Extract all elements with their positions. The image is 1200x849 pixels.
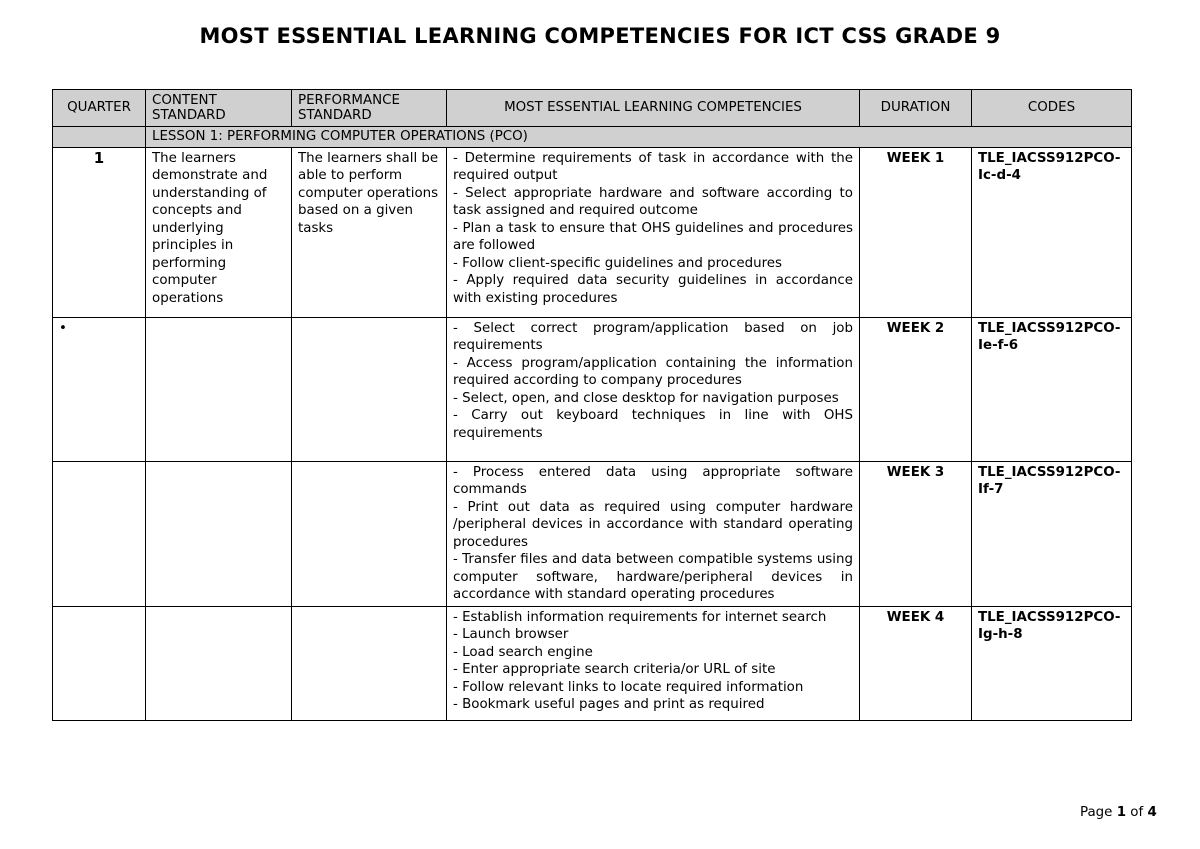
- content-standard-cell: [146, 606, 292, 720]
- header-competencies: MOST ESSENTIAL LEARNING COMPETENCIES: [447, 90, 860, 127]
- competency-item: - Transfer files and data between compatible systems using computer software, hardware/peripheral devices in accordance with standard operating procedures: [453, 552, 853, 602]
- page-title: MOST ESSENTIAL LEARNING COMPETENCIES FOR ICT CSS GRADE 9: [199, 24, 1001, 48]
- header-duration: DURATION: [860, 90, 972, 127]
- quarter-cell: [53, 461, 146, 606]
- competency-item: - Launch browser: [453, 627, 569, 642]
- table-row: [53, 317, 1132, 461]
- lesson-row: [53, 127, 1132, 148]
- bullet-cell: •: [53, 317, 146, 461]
- code-cell: TLE_IACSS912PCO-If-7: [972, 461, 1132, 606]
- content-standard-cell: [146, 461, 292, 606]
- competency-item: - Select correct program/application based on job requirements: [453, 320, 853, 353]
- quarter-cell: [53, 606, 146, 720]
- of-label: of: [1130, 805, 1144, 820]
- header-codes: CODES: [972, 90, 1132, 127]
- competency-item: - Enter appropriate search criteria/or URL of site: [453, 662, 776, 677]
- duration-cell: WEEK 4: [860, 606, 972, 720]
- table-row: [53, 461, 1132, 606]
- performance-standard-cell: [292, 606, 447, 720]
- lesson-spacer-cell: [53, 127, 146, 148]
- quarter-cell: 1: [53, 147, 146, 317]
- header-performance-standard: PERFORMANCE STANDARD: [292, 90, 447, 127]
- code-cell: TLE_IACSS912PCO-Ie-f-6: [972, 317, 1132, 461]
- competencies-cell: [447, 606, 860, 720]
- competency-item: - Load search engine: [453, 644, 593, 660]
- duration-cell: WEEK 2: [860, 317, 972, 461]
- performance-standard-cell: The learners shall be able to perform computer operations based on a given tasks: [292, 147, 447, 317]
- competency-item: - Follow relevant links to locate required information: [453, 679, 804, 695]
- competency-item: - Follow client-specific guidelines and procedures: [453, 255, 783, 271]
- competency-item: - Select, open, and close desktop for navigation purposes: [453, 390, 839, 406]
- competencies-cell: [447, 461, 860, 606]
- page-current: 1: [1116, 805, 1127, 820]
- performance-standard-cell: [292, 317, 447, 461]
- header-quarter: QUARTER: [53, 90, 146, 127]
- table-header-row: [53, 90, 1132, 127]
- header-content-standard: CONTENT STANDARD: [146, 90, 292, 127]
- content-standard-cell: The learners demonstrate and understanding of concepts and underlying principles in performing computer operations: [146, 147, 292, 317]
- performance-standard-cell: [292, 461, 447, 606]
- table-row: [53, 606, 1132, 720]
- competency-item: - Print out data as required using computer hardware /peripheral devices in accordance with standard operating procedures: [453, 499, 853, 550]
- competency-item: - Plan a task to ensure that OHS guidelines and procedures are followed: [453, 220, 853, 253]
- competency-item: - Apply required data security guidelines in accordance with existing procedures: [453, 273, 853, 306]
- competencies-cell: [447, 317, 860, 461]
- competency-item: - Establish information requirements for internet search: [453, 609, 827, 625]
- competencies-cell: [447, 147, 860, 317]
- page-total: 4: [1147, 805, 1157, 820]
- code-cell: TLE_IACSS912PCO-Ig-h-8: [972, 606, 1132, 720]
- competency-item: - Determine requirements of task in accordance with the required output: [453, 150, 853, 183]
- table-row: [53, 147, 1132, 317]
- competency-item: - Select appropriate hardware and software according to task assigned and required outcome: [453, 185, 853, 218]
- duration-cell: WEEK 3: [860, 461, 972, 606]
- competency-item: - Process entered data using appropriate software commands: [453, 464, 853, 497]
- competency-item: - Carry out keyboard techniques in line with OHS requirements: [453, 408, 853, 441]
- competencies-table: [52, 89, 1132, 721]
- lesson-title: LESSON 1: PERFORMING COMPUTER OPERATIONS (PCO): [146, 127, 1132, 148]
- competency-item: - Access program/application containing the information required according to company procedures: [453, 355, 853, 388]
- page-footer: [1080, 805, 1157, 820]
- code-cell: TLE_IACSS912PCO-Ic-d-4: [972, 147, 1132, 317]
- content-standard-cell: [146, 317, 292, 461]
- competency-item: - Bookmark useful pages and print as required: [453, 697, 765, 712]
- page-label: Page: [1080, 805, 1113, 820]
- duration-cell: WEEK 1: [860, 147, 972, 317]
